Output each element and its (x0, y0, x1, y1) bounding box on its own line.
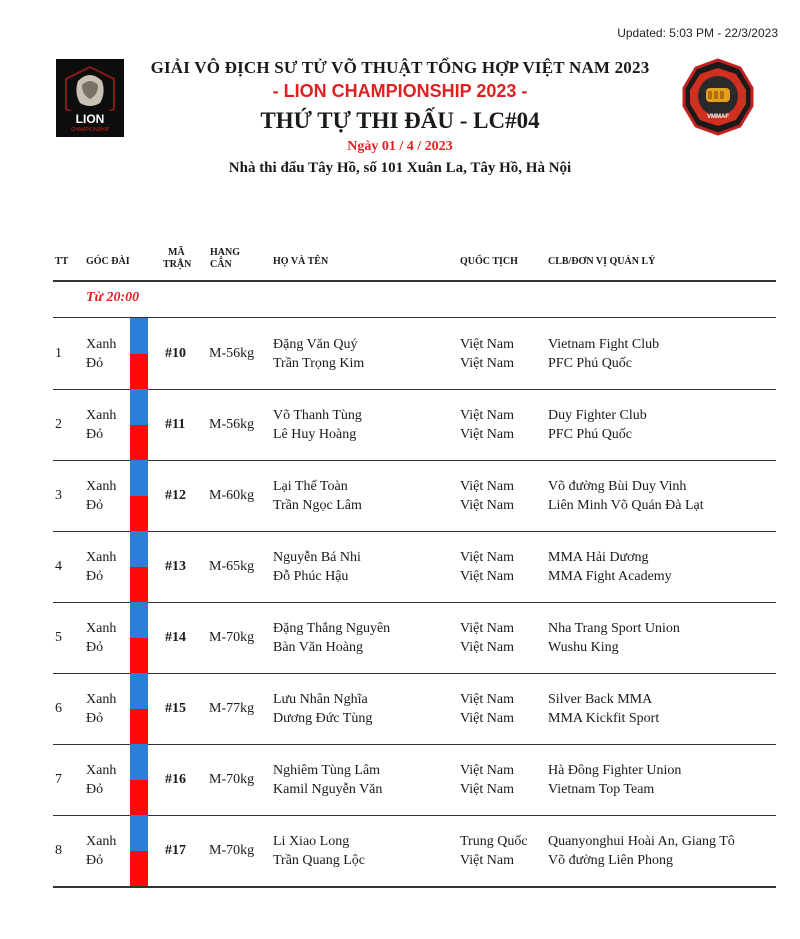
nationalities (460, 690, 514, 728)
corner-blue-label: Xanh (86, 337, 117, 352)
row-divider (53, 886, 776, 888)
corner-labels (86, 761, 116, 799)
fighter-blue-nationality: Việt Nam (460, 408, 514, 423)
table-row (0, 318, 800, 389)
row-number: 2 (55, 417, 62, 432)
fighter-blue-club: Nha Trang Sport Union (548, 621, 680, 636)
session-time: Từ 20:00 (86, 290, 140, 305)
corner-blue-label: Xanh (86, 408, 117, 423)
match-code: #16 (165, 772, 186, 787)
col-nationality: QUỐC TỊCH (460, 256, 518, 267)
event-venue: Nhà thi đấu Tây Hồ, số 101 Xuân La, Tây Hồ, Hà Nội (228, 160, 572, 176)
table-row (0, 815, 800, 886)
red-corner-marker (130, 425, 148, 460)
fighter-blue-club: Quanyonghui Hoài An, Giang Tô (548, 834, 735, 849)
header-divider (53, 280, 776, 282)
nationalities (460, 477, 514, 515)
corner-red-label: Đỏ (86, 853, 104, 868)
table-row (0, 602, 800, 673)
red-corner-marker (130, 638, 148, 673)
fighter-red-club: MMA Kickfit Sport (548, 711, 660, 726)
fighter-red-nationality: Việt Nam (460, 782, 514, 797)
corner-red-label: Đỏ (86, 498, 104, 513)
fighter-blue-name: Lưu Nhân Nghĩa (273, 692, 368, 707)
fighter-blue-club: Duy Fighter Club (548, 408, 647, 423)
fighter-names (273, 690, 372, 728)
corner-red-label: Đỏ (86, 569, 104, 584)
fighter-red-nationality: Việt Nam (460, 853, 514, 868)
row-number: 1 (55, 346, 62, 361)
corner-blue-label: Xanh (86, 550, 117, 565)
fighter-red-nationality: Việt Nam (460, 498, 514, 513)
fighter-red-name: Trần Trọng Kim (273, 356, 365, 371)
nationalities (460, 406, 514, 444)
table-row (0, 673, 800, 744)
nationalities (460, 832, 528, 870)
row-number: 7 (55, 772, 62, 787)
fighter-red-nationality: Việt Nam (460, 711, 514, 726)
fighter-red-club: PFC Phú Quốc (548, 427, 633, 442)
clubs (548, 335, 659, 373)
nationalities (460, 619, 514, 657)
fighter-red-club: Wushu King (548, 640, 619, 655)
clubs (548, 761, 681, 799)
blue-corner-marker (130, 815, 148, 851)
fighter-blue-club: MMA Hải Dương (548, 550, 649, 565)
svg-text:VMMAF: VMMAF (707, 114, 729, 120)
clubs (548, 832, 735, 870)
col-corner: GÓC ĐÀI (86, 256, 130, 267)
corner-labels (86, 335, 116, 373)
table-row (0, 744, 800, 815)
svg-text:LION: LION (75, 112, 105, 126)
corner-labels (86, 477, 116, 515)
col-match-line2: TRẬN (163, 259, 192, 270)
match-code: #13 (165, 559, 186, 574)
weight-class: M-60kg (209, 488, 255, 503)
fighter-blue-nationality: Trung Quốc (460, 834, 528, 849)
blue-corner-marker (130, 531, 148, 567)
col-club: CLB/ĐƠN VỊ QUẢN LÝ (548, 256, 656, 267)
red-corner-marker (130, 567, 148, 602)
fighter-red-name: Kamil Nguyễn Văn (273, 782, 383, 797)
corner-blue-label: Xanh (86, 479, 117, 494)
fighter-blue-name: Nghiêm Tùng Lâm (273, 763, 381, 778)
nationalities (460, 335, 514, 373)
fighter-red-name: Dương Đức Tùng (273, 711, 373, 726)
corner-labels (86, 619, 116, 657)
corner-labels (86, 406, 116, 444)
corner-blue-label: Xanh (86, 692, 117, 707)
corner-red-label: Đỏ (86, 711, 104, 726)
fighter-blue-name: Lại Thế Toàn (273, 479, 348, 494)
event-date: Ngày 01 / 4 / 2023 (347, 139, 453, 154)
red-corner-marker (130, 780, 148, 815)
corner-labels (86, 690, 116, 728)
weight-class: M-56kg (209, 346, 255, 361)
fighter-blue-club: Vietnam Fight Club (548, 337, 660, 352)
svg-text:CHAMPIONSHIP: CHAMPIONSHIP (70, 127, 110, 133)
fighter-names (273, 477, 362, 515)
col-name: HỌ VÀ TÊN (273, 256, 329, 267)
red-corner-marker (130, 851, 148, 886)
match-code: #11 (165, 417, 186, 432)
fighter-red-nationality: Việt Nam (460, 427, 514, 442)
match-code: #12 (165, 488, 186, 503)
row-number: 8 (55, 843, 62, 858)
fighter-red-club: PFC Phú Quốc (548, 356, 633, 371)
weight-class: M-77kg (209, 701, 255, 716)
match-code: #15 (165, 701, 186, 716)
clubs (548, 548, 672, 586)
fighter-red-club: Liên Minh Võ Quán Đà Lạt (548, 498, 704, 513)
fighter-red-nationality: Việt Nam (460, 640, 514, 655)
fighter-red-name: Trần Quang Lộc (273, 853, 366, 868)
corner-blue-label: Xanh (86, 834, 117, 849)
corner-blue-label: Xanh (86, 763, 117, 778)
row-number: 5 (55, 630, 62, 645)
table-row (0, 460, 800, 531)
fighter-red-name: Lê Huy Hoàng (273, 427, 357, 442)
championship-subtitle: - LION CHAMPIONSHIP 2023 - (272, 81, 528, 101)
fighter-blue-nationality: Việt Nam (460, 763, 514, 778)
table-row (0, 531, 800, 602)
clubs (548, 690, 659, 728)
fighter-blue-name: Nguyễn Bá Nhi (273, 550, 361, 565)
corner-red-label: Đỏ (86, 427, 104, 442)
fighter-blue-club: Võ đường Bùi Duy Vinh (548, 479, 687, 494)
corner-labels (86, 832, 116, 870)
vmmaf-logo (680, 58, 756, 136)
fighter-names (273, 335, 364, 373)
blue-corner-marker (130, 744, 148, 780)
fighter-red-nationality: Việt Nam (460, 569, 514, 584)
schedule-title: THỨ TỰ THI ĐẤU - LC#04 (260, 108, 540, 133)
col-weight-line2: CÂN (210, 259, 232, 270)
fighter-red-nationality: Việt Nam (460, 356, 514, 371)
fighter-blue-nationality: Việt Nam (460, 692, 514, 707)
red-corner-marker (130, 354, 148, 389)
blue-corner-marker (130, 673, 148, 709)
corner-red-label: Đỏ (86, 356, 104, 371)
clubs (548, 619, 680, 657)
row-number: 4 (55, 559, 62, 574)
blue-corner-marker (130, 602, 148, 638)
tournament-title: GIẢI VÔ ĐỊCH SƯ TỬ VÕ THUẬT TỔNG HỢP VIỆT NAM 2023 (150, 58, 650, 77)
fighter-names (273, 619, 390, 657)
col-tt: TT (55, 256, 69, 267)
fighter-blue-nationality: Việt Nam (460, 550, 514, 565)
red-corner-marker (130, 709, 148, 744)
blue-corner-marker (130, 318, 148, 354)
fighter-red-club: Võ đường Liên Phong (548, 853, 674, 868)
clubs (548, 477, 704, 515)
blue-corner-marker (130, 389, 148, 425)
weight-class: M-70kg (209, 843, 255, 858)
corner-labels (86, 548, 116, 586)
match-code: #10 (165, 346, 186, 361)
corner-red-label: Đỏ (86, 782, 104, 797)
fighter-blue-club: Hà Đông Fighter Union (548, 763, 682, 778)
fighter-blue-name: Đặng Thắng Nguyên (273, 621, 391, 636)
nationalities (460, 761, 514, 799)
clubs (548, 406, 647, 444)
fighter-red-club: Vietnam Top Team (548, 782, 655, 797)
fighter-blue-nationality: Việt Nam (460, 621, 514, 636)
fighter-blue-name: Võ Thanh Tùng (273, 408, 362, 423)
fighter-blue-name: Đặng Văn Quý (273, 337, 358, 352)
corner-blue-label: Xanh (86, 621, 117, 636)
weight-class: M-56kg (209, 417, 255, 432)
lion-championship-logo (56, 59, 124, 137)
nationalities (460, 548, 514, 586)
fighter-blue-nationality: Việt Nam (460, 337, 514, 352)
updated-timestamp: Updated: 5:03 PM - 22/3/2023 (617, 26, 778, 40)
match-code: #17 (165, 843, 186, 858)
weight-class: M-70kg (209, 630, 255, 645)
blue-corner-marker (130, 460, 148, 496)
fighter-names (273, 761, 382, 799)
fighter-names (273, 406, 362, 444)
col-match-line1: MÃ (168, 247, 185, 258)
row-number: 3 (55, 488, 62, 503)
col-weight-line1: HẠNG (210, 247, 240, 258)
fighter-names (273, 548, 361, 586)
fighter-red-club: MMA Fight Academy (548, 569, 672, 584)
match-code: #14 (165, 630, 186, 645)
fighter-red-name: Bàn Văn Hoàng (273, 640, 363, 655)
red-corner-marker (130, 496, 148, 531)
weight-class: M-65kg (209, 559, 255, 574)
table-row (0, 389, 800, 460)
corner-red-label: Đỏ (86, 640, 104, 655)
row-number: 6 (55, 701, 62, 716)
weight-class: M-70kg (209, 772, 255, 787)
fighter-red-name: Trần Ngọc Lâm (273, 498, 362, 513)
fighter-names (273, 832, 365, 870)
fighter-blue-club: Silver Back MMA (548, 692, 653, 707)
fighter-blue-name: Li Xiao Long (273, 834, 350, 849)
fighter-red-name: Đỗ Phúc Hậu (273, 569, 349, 584)
fighter-blue-nationality: Việt Nam (460, 479, 514, 494)
